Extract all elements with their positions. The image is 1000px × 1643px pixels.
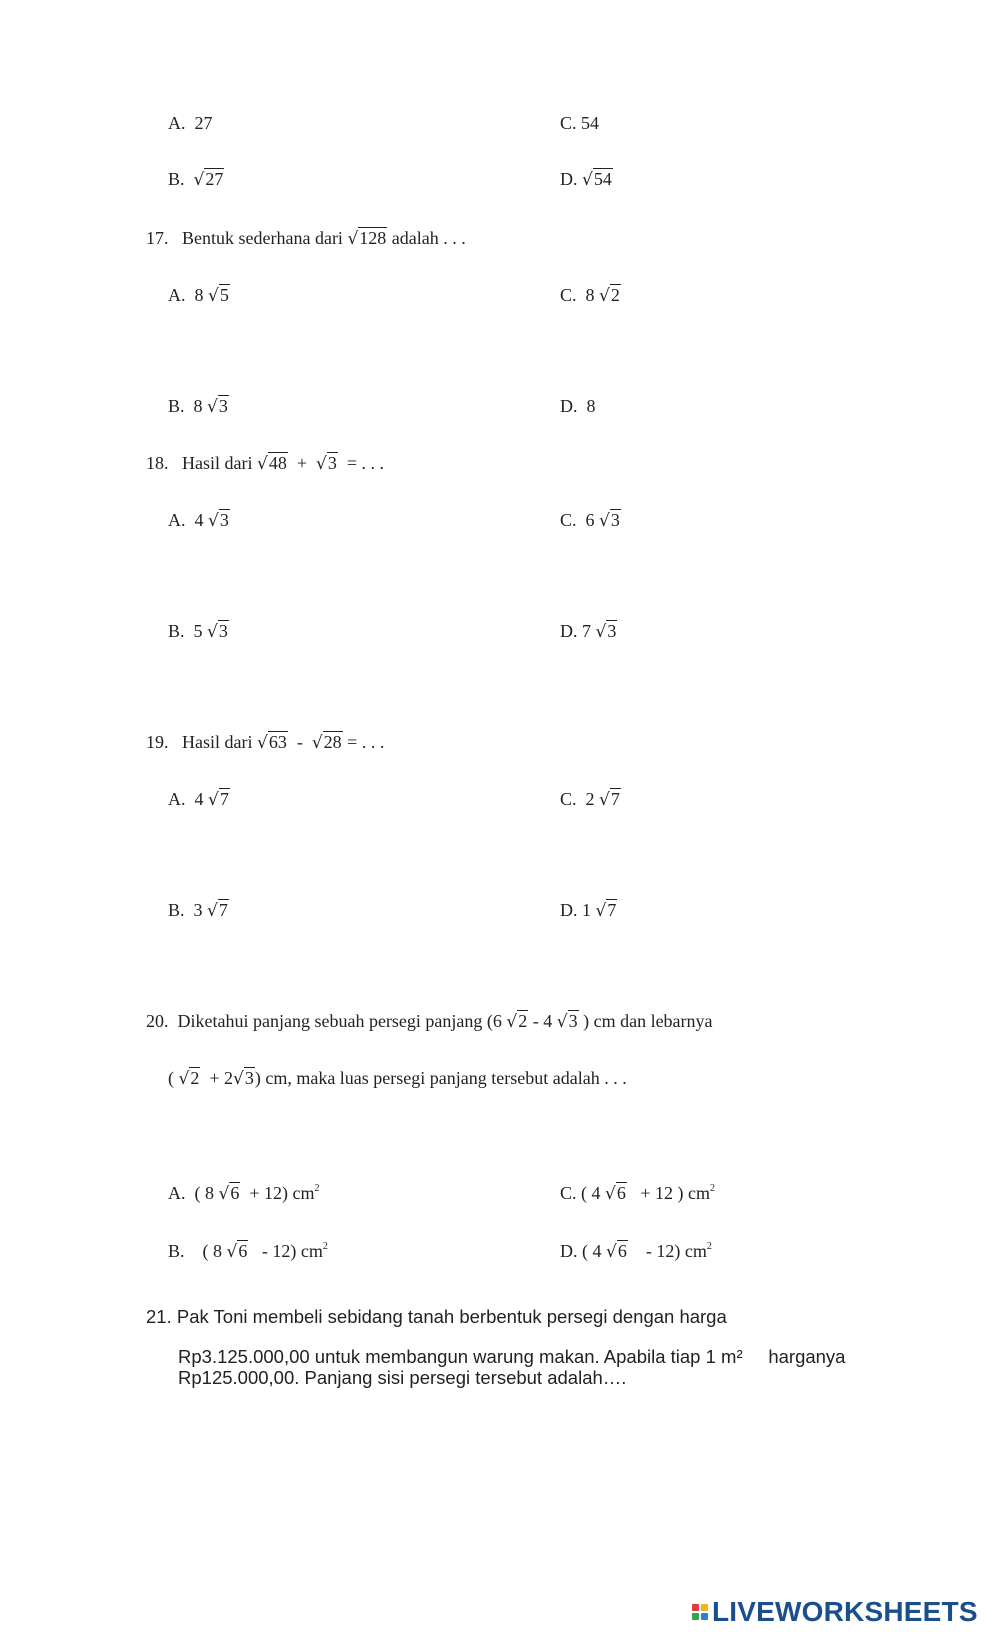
- q16-option-c[interactable]: C. 54: [560, 113, 600, 133]
- q17-option-c[interactable]: C. 8 √2: [560, 285, 620, 306]
- q20-question-line2: ( √2 + 2√3) cm, maka luas persegi panjang tersebut adalah . . .: [168, 1068, 627, 1089]
- sqrt: √3: [315, 453, 337, 474]
- q18-option-b[interactable]: B. 5 √3: [168, 621, 228, 642]
- q16-option-a[interactable]: A. 27: [168, 113, 213, 133]
- q21-question-line3: Rp125.000,00. Panjang sisi persegi tersebut adalah….: [178, 1367, 627, 1388]
- sqrt: √6: [226, 1241, 248, 1262]
- sqrt: √63: [256, 732, 287, 753]
- sqrt: √7: [599, 789, 620, 810]
- sqrt: √6: [605, 1183, 626, 1204]
- sqrt: √2: [178, 1068, 200, 1089]
- q18-question: 18. Hasil dari √48 + √3 = . . .: [146, 453, 384, 474]
- sqrt: √3: [599, 510, 620, 531]
- q19-option-c[interactable]: C. 2 √7: [560, 789, 620, 810]
- sqrt: √6: [218, 1183, 240, 1204]
- sqrt: √7: [207, 900, 228, 921]
- q16-option-b[interactable]: B. √27: [168, 169, 224, 190]
- sqrt: √2: [506, 1011, 528, 1032]
- sqrt: √54: [582, 169, 612, 190]
- q18-option-a[interactable]: A. 4 √3: [168, 510, 229, 531]
- q18-option-c[interactable]: C. 6 √3: [560, 510, 620, 531]
- q20-option-d[interactable]: D. ( 4 √6 - 12) $cm^2$: [560, 1241, 712, 1262]
- q20-option-b[interactable]: B. ( 8 √6 - 12) $cm^2$: [168, 1241, 328, 1262]
- q21-question-line1: 21. Pak Toni membeli sebidang tanah berbentuk persegi dengan harga: [146, 1306, 727, 1327]
- q19-option-d[interactable]: D. 1 √7: [560, 900, 617, 921]
- q19-question: 19. Hasil dari √63 - √28 = . . .: [146, 732, 385, 753]
- sqrt: √2: [599, 285, 620, 306]
- q20-question-line1: 20. Diketahui panjang sebuah persegi panjang (6 √2 - 4 √3 ) cm dan lebarnya: [146, 1011, 713, 1032]
- q18-option-d[interactable]: D. 7 √3: [560, 621, 617, 642]
- sqrt: √3: [233, 1068, 254, 1089]
- sqrt: √3: [556, 1011, 578, 1032]
- sqrt: √7: [595, 900, 617, 921]
- q19-option-a[interactable]: A. 4 √7: [168, 789, 229, 810]
- sqrt: √3: [207, 396, 228, 417]
- q16-option-d[interactable]: D. √54: [560, 169, 612, 190]
- liveworksheets-logo-icon: [692, 1604, 708, 1620]
- q20-option-a[interactable]: A. ( 8 √6 + 12) $cm^2$: [168, 1183, 320, 1204]
- q17-option-a[interactable]: A. 8 √5: [168, 285, 229, 306]
- q17-question: 17. Bentuk sederhana dari √128 adalah . . .: [146, 228, 466, 249]
- sqrt: √48: [256, 453, 287, 474]
- q20-option-c[interactable]: C. ( 4 √6 + 12 ) $cm^2$: [560, 1183, 715, 1204]
- q17-option-b[interactable]: B. 8 √3: [168, 396, 228, 417]
- logo-text: LIVEWORKSHEETS: [712, 1596, 978, 1627]
- sqrt: √5: [208, 285, 229, 306]
- sqrt: √28: [311, 732, 342, 753]
- sqrt: √27: [193, 169, 224, 190]
- liveworksheets-logo[interactable]: [692, 1595, 978, 1629]
- sqrt: √3: [595, 621, 617, 642]
- sqrt: √128: [347, 228, 387, 249]
- sqrt: √6: [606, 1241, 627, 1262]
- sqrt: √3: [207, 621, 228, 642]
- q21-question-line2: Rp3.125.000,00 untuk membangun warung makan. Apabila tiap 1 m² harganya: [178, 1346, 846, 1367]
- q19-option-b[interactable]: B. 3 √7: [168, 900, 228, 921]
- q17-option-d[interactable]: D. 8: [560, 396, 596, 416]
- sqrt: √7: [208, 789, 229, 810]
- sqrt: √3: [208, 510, 229, 531]
